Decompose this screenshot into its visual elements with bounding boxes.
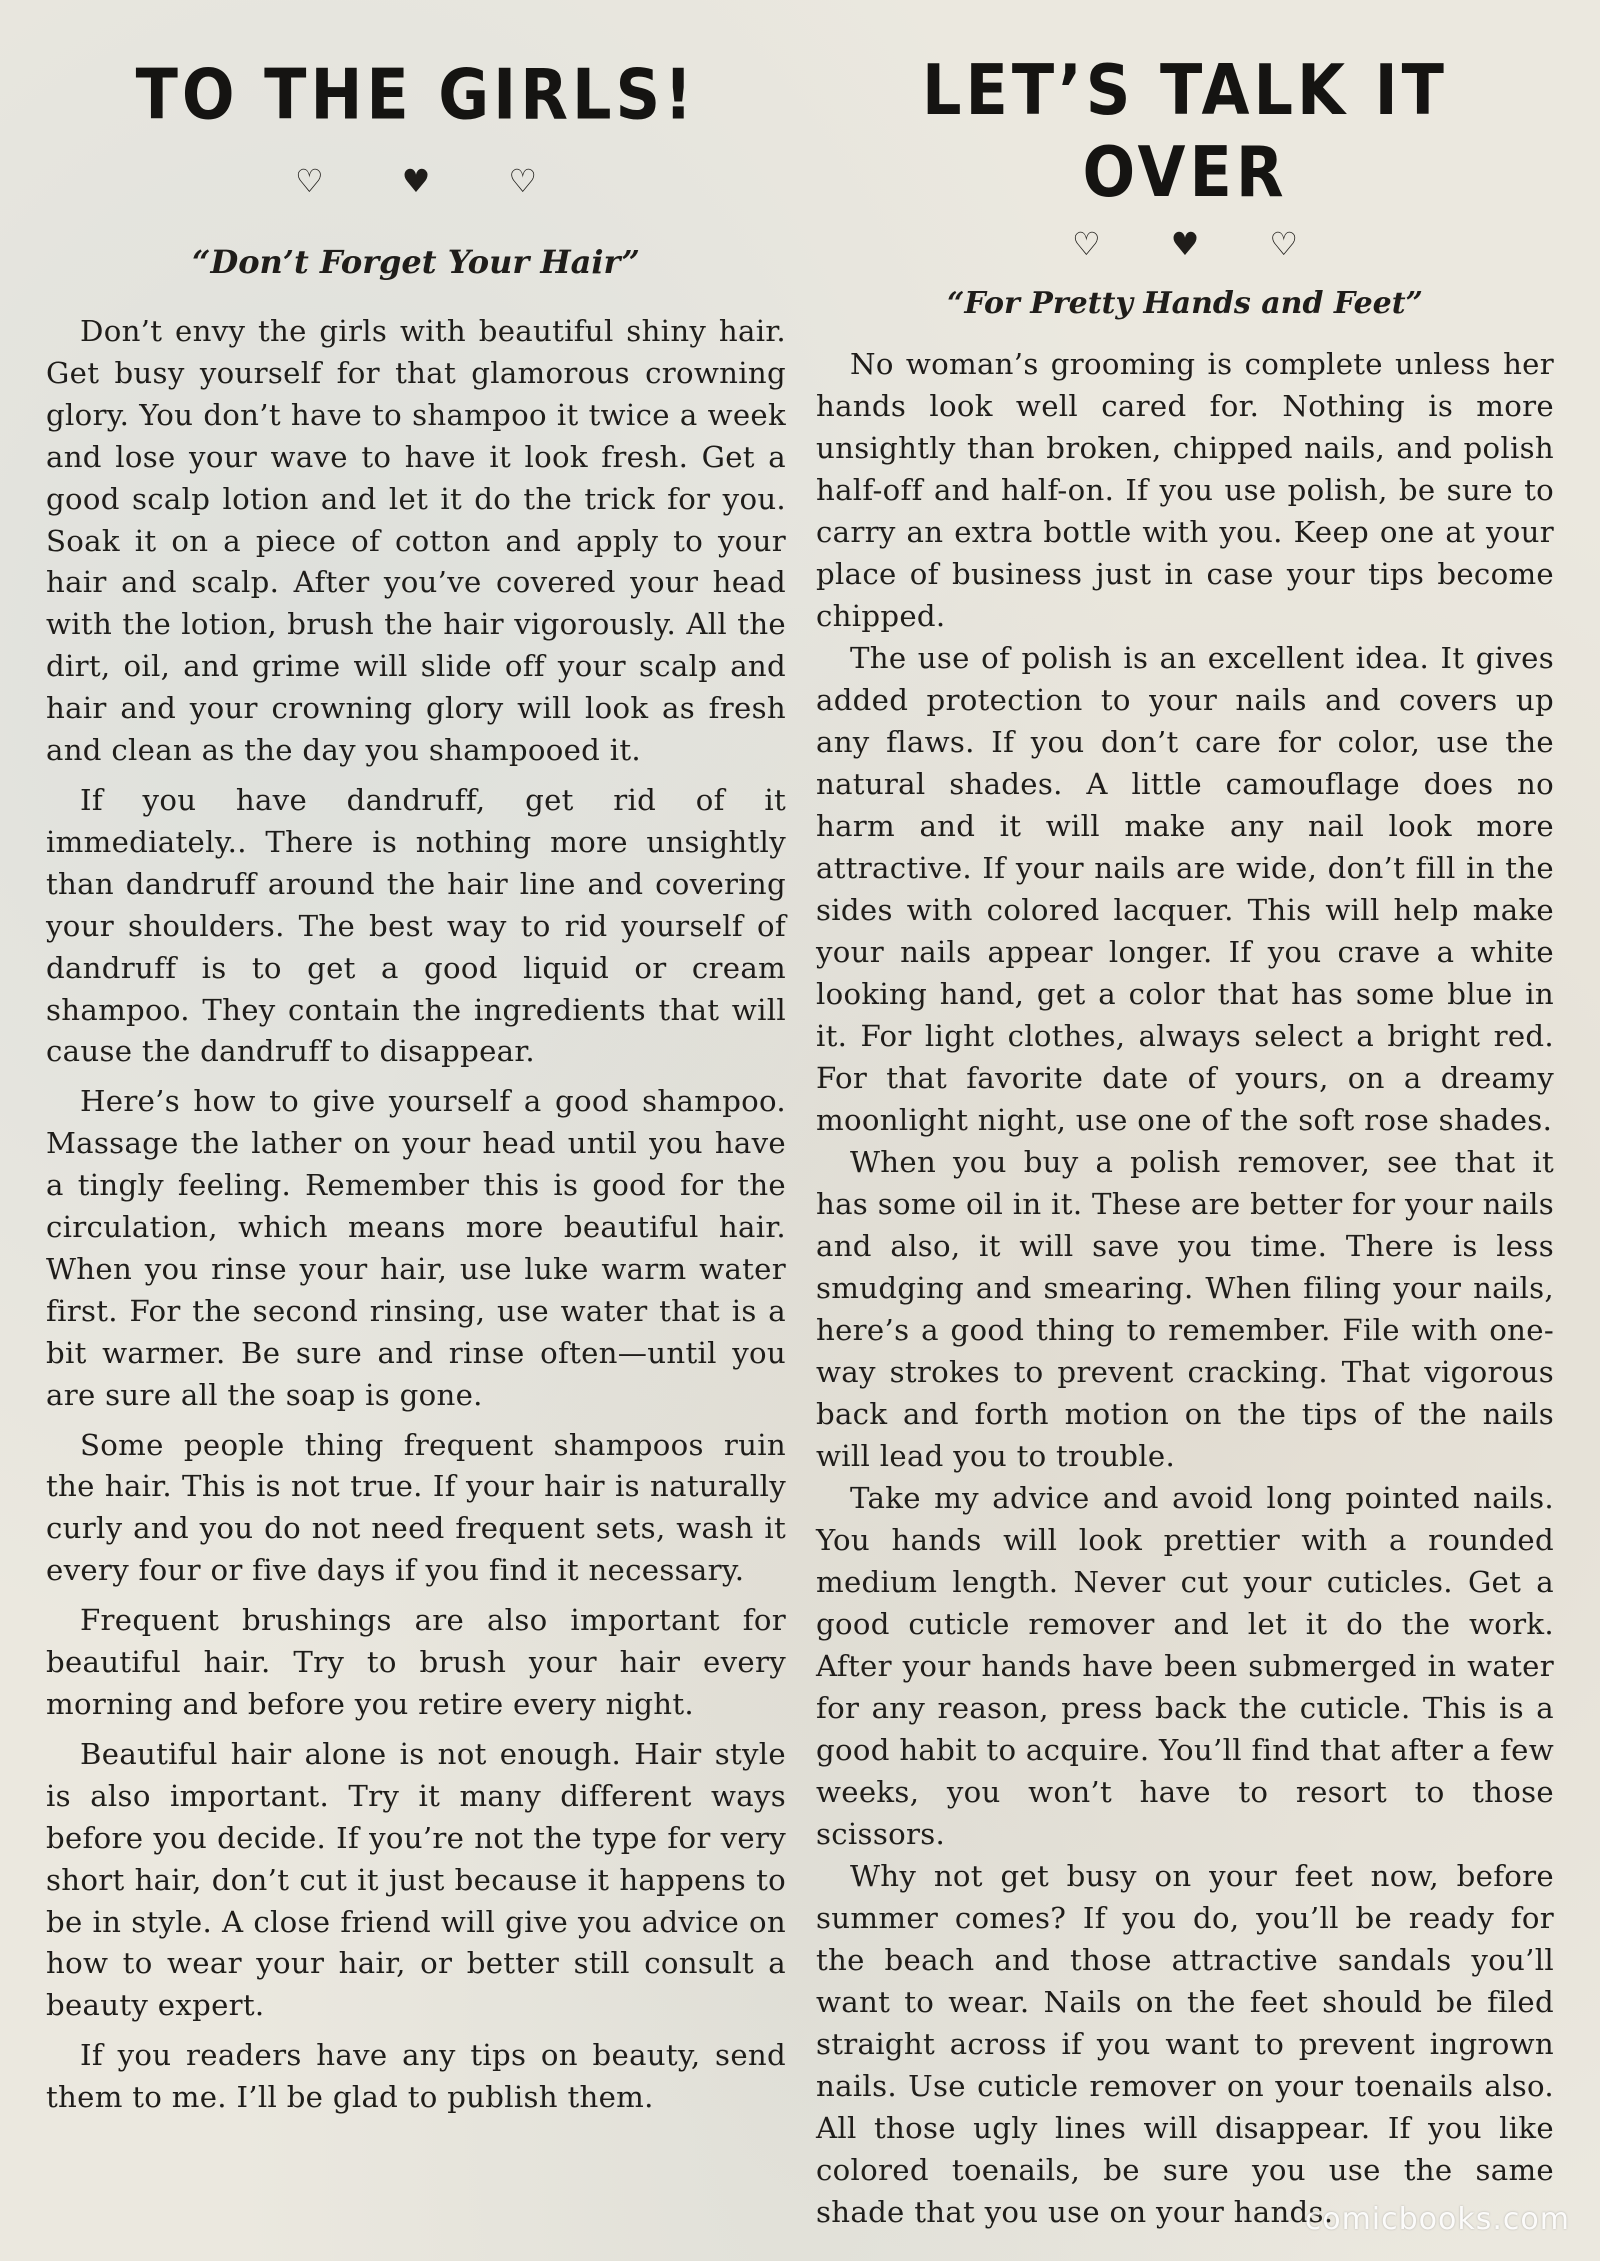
left-paragraph: If you readers have any tips on beauty, send them to me. I’ll be glad to publish them. [46, 2038, 786, 2115]
left-paragraph: Here’s how to give yourself a good shampoo. Massage the lather on your head until you have a tingly feeling. Remember this is good for the circulation, which means more beautiful hair. When you rinse your hair, use luke warm water first. For the second rinsing, use water that is a bit warmer. Be sure and rinse often—until you are sure all the soap is gone. [46, 1084, 786, 1412]
left-paragraph: Some people thing frequent shampoos ruin the hair. This is not true. If your hair is naturally curly and you do not need frequent sets, wash it every four or five days if you find it necessary. [46, 1427, 786, 1588]
heart-filled-icon: ♥ [401, 162, 431, 200]
heart-outline-icon: ♡ [1071, 225, 1101, 263]
right-paragraph: The use of polish is an excellent idea. It gives added protection to your nails and covers up any flaws. If you don’t care for color, use the natural shades. A little camouflage does no harm and it will make any nail look more attractive. If your nails are wide, don’t fill in the sides with colored lacquer. This will help make your nails appear longer. If you crave a white looking hand, get a color that has some blue in it. For light clothes, always select a bright red. For that favorite date of yours, on a dreamy moonlight night, use one of the soft rose shades. [816, 641, 1554, 1137]
right-paragraph: No woman’s grooming is complete unless her hands look well cared for. Nothing is more unsightly than broken, chipped nails, and polish half-off and half-on. If you use polish, be sure to carry an extra bottle with you. Keep one at your place of business just in case your tips become chipped. [816, 347, 1554, 633]
left-paragraph: If you have dandruff, get rid of it immediately.. There is nothing more unsightly than dandruff around the hair line and covering your shoulders. The best way to rid yourself of dandruff is to get a good liquid or cream shampoo. They contain the ingredients that will cause the dandruff to disappear. [46, 782, 786, 1069]
right-paragraph: Why not get busy on your feet now, before summer comes? If you do, you’ll be ready for the beach and those attractive sandals you’ll want to wear. Nails on the feet should be filed straight across if you want to prevent ingrown nails. Use cuticle remover on your toenails also. All those ugly lines will disappear. If you like colored toenails, be sure you use the same shade that you use on your hands. [816, 1859, 1554, 2229]
right-headline: LET’S TALK IT OVER [922, 49, 1448, 213]
left-column [46, 0, 786, 2127]
left-hearts-divider [46, 161, 786, 201]
right-paragraph: When you buy a polish remover, see that it has some oil in it. These are better for your nails and also, it will save you time. There is less smudging and smearing. When filing your nails, here’s a good thing to remember. File with one-way strokes to prevent cracking. That vigorous back and forth motion on the tips of the nails will lead you to trouble. [816, 1145, 1554, 1473]
site-watermark: comicbooks.com [1304, 2202, 1570, 2237]
left-subhead: “Don’t Forget Your Hair” [192, 243, 640, 281]
right-paragraph: Take my advice and avoid long pointed nails. You hands will look prettier with a rounded medium length. Never cut your cuticles. Get a good cuticle remover and let it do the work. After your hands have been submerged in water for any reason, press back the cuticle. This is a good habit to acquire. You’ll find that after a few weeks, you won’t have to resort to those scissors. [816, 1481, 1554, 1851]
left-paragraph: Beautiful hair alone is not enough. Hair style is also important. Try it many different ways before you decide. If you’re not the type for very short hair, don’t cut it just because it happens to be in style. A close friend will give you advice on how to wear your hair, or better still consult a beauty expert. [46, 1736, 786, 2023]
heart-filled-icon: ♥ [1170, 225, 1200, 263]
right-article-body [816, 343, 1554, 2233]
left-article-body [46, 311, 786, 2119]
heart-outline-icon: ♡ [1269, 225, 1299, 263]
right-subhead: “For Pretty Hands and Feet” [947, 286, 1423, 321]
left-headline: TO THE GIRLS! [135, 53, 697, 136]
heart-outline-icon: ♡ [294, 162, 324, 200]
right-column [816, 0, 1554, 2233]
right-hearts-divider [816, 224, 1554, 264]
heart-outline-icon: ♡ [508, 162, 538, 200]
left-paragraph: Frequent brushings are also important for beautiful hair. Try to brush your hair every morning and before you retire every night. [46, 1603, 786, 1721]
left-paragraph: Don’t envy the girls with beautiful shiny hair. Get busy yourself for that glamorous crowning glory. You don’t have to shampoo it twice a week and lose your wave to have it look fresh. Get a good scalp lotion and let it do the trick for you. Soak it on a piece of cotton and apply to your hair and scalp. After you’ve covered your head with the lotion, brush the hair vigorously. All the dirt, oil, and grime will slide off your scalp and hair and your crowning glory will look as fresh and clean as the day you shampooed it. [46, 314, 786, 768]
